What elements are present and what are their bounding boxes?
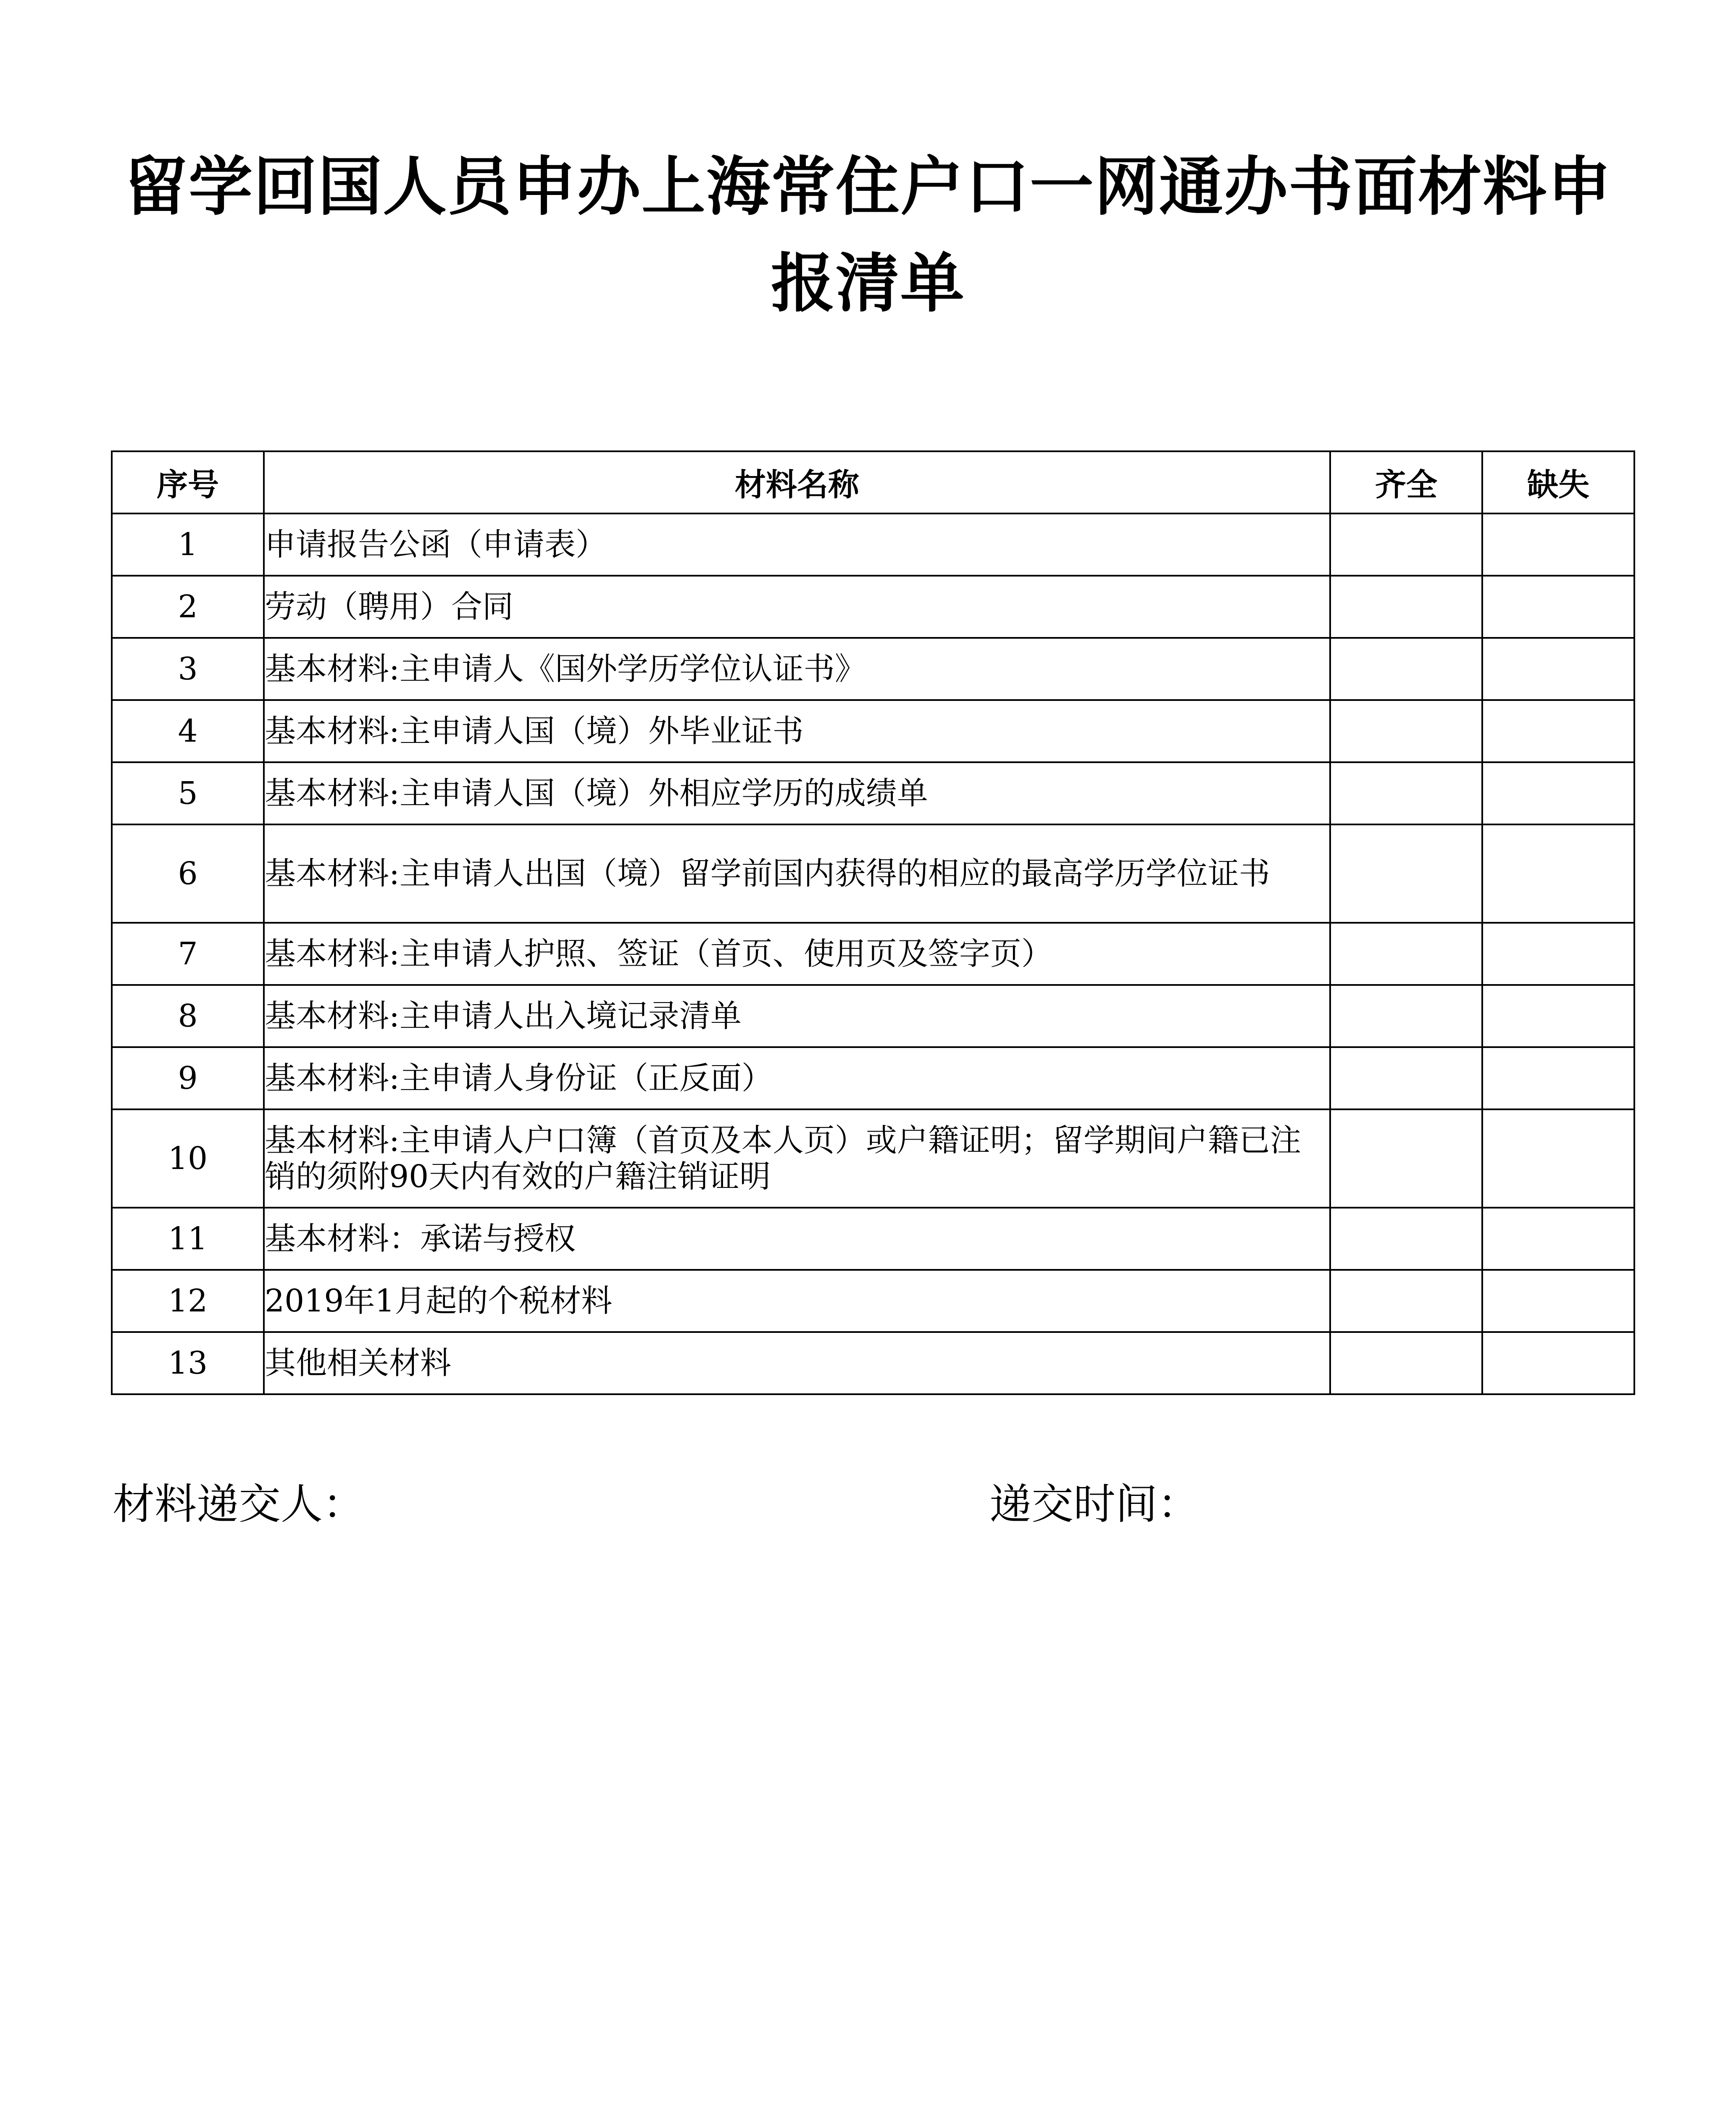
header-missing: 缺失 <box>1482 451 1634 513</box>
submit-time-label: 递交时间： <box>989 1480 1199 1529</box>
row-missing-check <box>1482 1047 1634 1109</box>
row-serial-number: 13 <box>112 1332 264 1394</box>
row-material-name: 基本材料:主申请人出国（境）留学前国内获得的相应的最高学历学位证书 <box>264 824 1330 923</box>
table-row <box>112 576 1634 638</box>
row-serial-number: 3 <box>112 638 264 700</box>
row-material-name: 基本材料:主申请人国（境）外相应学历的成绩单 <box>264 762 1330 824</box>
row-material-name: 2019年1月起的个税材料 <box>264 1270 1330 1332</box>
row-material-name: 基本材料:主申请人身份证（正反面） <box>264 1047 1330 1109</box>
row-missing-check <box>1482 576 1634 638</box>
table-row <box>112 762 1634 824</box>
row-complete-check <box>1330 1109 1482 1208</box>
row-complete-check <box>1330 513 1482 576</box>
table-row <box>112 1047 1634 1109</box>
row-missing-check <box>1482 638 1634 700</box>
row-material-name: 申请报告公函（申请表） <box>264 513 1330 576</box>
document-title-line1: 留学回国人员申办上海常住户口一网通办书面材料申 <box>124 150 1612 224</box>
row-material-name: 其他相关材料 <box>264 1332 1330 1394</box>
row-missing-check <box>1482 762 1634 824</box>
row-material-name: 基本材料：承诺与授权 <box>264 1208 1330 1270</box>
row-complete-check <box>1330 824 1482 923</box>
row-missing-check <box>1482 1332 1634 1394</box>
header-material-name: 材料名称 <box>264 451 1330 513</box>
row-complete-check <box>1330 700 1482 762</box>
row-complete-check <box>1330 762 1482 824</box>
header-complete: 齐全 <box>1330 451 1482 513</box>
row-serial-number: 4 <box>112 700 264 762</box>
row-serial-number: 11 <box>112 1208 264 1270</box>
row-missing-check <box>1482 700 1634 762</box>
table-header-row <box>112 451 1634 513</box>
document-title <box>109 139 1627 332</box>
row-missing-check <box>1482 1109 1634 1208</box>
row-missing-check <box>1482 824 1634 923</box>
table-row <box>112 638 1634 700</box>
row-missing-check <box>1482 985 1634 1047</box>
row-complete-check <box>1330 1047 1482 1109</box>
table-row <box>112 1208 1634 1270</box>
table-row <box>112 824 1634 923</box>
row-missing-check <box>1482 513 1634 576</box>
table-row <box>112 1270 1634 1332</box>
row-complete-check <box>1330 638 1482 700</box>
row-missing-check <box>1482 1270 1634 1332</box>
row-serial-number: 8 <box>112 985 264 1047</box>
row-serial-number: 12 <box>112 1270 264 1332</box>
materials-checklist-table <box>111 450 1635 1395</box>
row-serial-number: 9 <box>112 1047 264 1109</box>
row-missing-check <box>1482 923 1634 985</box>
row-complete-check <box>1330 576 1482 638</box>
row-material-name: 基本材料:主申请人《国外学历学位认证书》 <box>264 638 1330 700</box>
row-serial-number: 6 <box>112 824 264 923</box>
table-row <box>112 985 1634 1047</box>
row-material-name: 基本材料:主申请人出入境记录清单 <box>264 985 1330 1047</box>
table-row <box>112 923 1634 985</box>
table-row <box>112 1109 1634 1208</box>
row-serial-number: 5 <box>112 762 264 824</box>
header-serial-number: 序号 <box>112 451 264 513</box>
row-complete-check <box>1330 923 1482 985</box>
row-complete-check <box>1330 1208 1482 1270</box>
row-material-name: 基本材料:主申请人护照、签证（首页、使用页及签字页） <box>264 923 1330 985</box>
row-complete-check <box>1330 1332 1482 1394</box>
submitter-label: 材料递交人： <box>113 1480 365 1529</box>
row-material-name: 基本材料:主申请人户口簿（首页及本人页）或户籍证明；留学期间户籍已注销的须附90天内有效的户籍注销证明 <box>264 1109 1330 1208</box>
row-serial-number: 1 <box>112 513 264 576</box>
row-serial-number: 7 <box>112 923 264 985</box>
row-serial-number: 10 <box>112 1109 264 1208</box>
row-missing-check <box>1482 1208 1634 1270</box>
table-row <box>112 700 1634 762</box>
row-material-name: 基本材料:主申请人国（境）外毕业证书 <box>264 700 1330 762</box>
row-serial-number: 2 <box>112 576 264 638</box>
row-complete-check <box>1330 985 1482 1047</box>
table-row <box>112 513 1634 576</box>
row-complete-check <box>1330 1270 1482 1332</box>
row-material-name: 劳动（聘用）合同 <box>264 576 1330 638</box>
table-row <box>112 1332 1634 1394</box>
document-title-line2: 报清单 <box>771 246 965 321</box>
